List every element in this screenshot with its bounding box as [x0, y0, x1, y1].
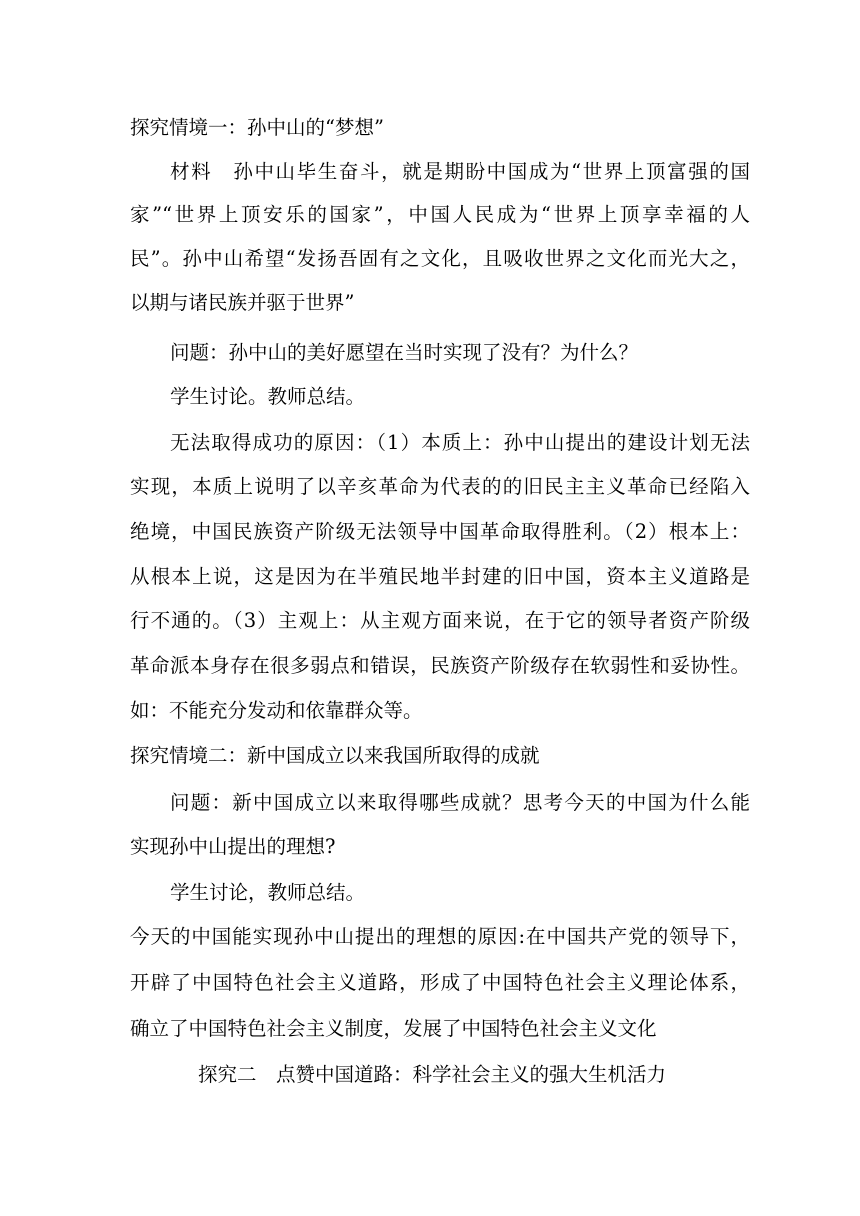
answer-paragraph-line-6: 革命派本身存在很多弱点和错误，民族资产阶级存在软弱性和妥协性。 [130, 654, 750, 677]
question-2-line-1: 问题：新中国成立以来取得哪些成就？思考今天的中国为什么能 [170, 791, 750, 814]
conclusion-line-2: 开辟了中国特色社会主义道路，形成了中国特色社会主义理论体系， [130, 971, 750, 994]
answer-paragraph-line-3: 绝境，中国民族资产阶级无法领导中国革命取得胜利。（2）根本上： [130, 520, 750, 543]
material-paragraph-line-1: 材料 孙中山毕生奋斗，就是期盼中国成为“世界上顶富强的国 [170, 160, 750, 183]
material-paragraph-line-3: 民”。孙中山希望“发扬吾固有之文化，且吸收世界之文化而光大之， [130, 247, 750, 270]
answer-paragraph-line-7: 如：不能充分发动和依靠群众等。 [130, 699, 423, 722]
section-heading-2: 探究情境二：新中国成立以来我国所取得的成就 [130, 744, 540, 767]
answer-paragraph-line-4: 从根本上说，这是因为在半殖民地半封建的旧中国，资本主义道路是 [130, 565, 750, 588]
conclusion-line-3: 确立了中国特色社会主义制度，发展了中国特色社会主义文化 [130, 1017, 657, 1040]
answer-paragraph-line-5: 行不通的。（3）主观上：从主观方面来说，在于它的领导者资产阶级 [130, 609, 750, 632]
section-heading-1: 探究情境一：孙中山的“梦想” [130, 116, 384, 139]
discussion-note-2: 学生讨论，教师总结。 [170, 881, 366, 904]
material-paragraph-line-4: 以期与诸民族并驱于世界” [130, 291, 355, 314]
discussion-note-1: 学生讨论。教师总结。 [170, 385, 366, 408]
answer-paragraph-line-1: 无法取得成功的原因：（1）本质上：孙中山提出的建设计划无法 [170, 431, 750, 454]
conclusion-line-1: 今天的中国能实现孙中山提出的理想的原因:在中国共产党的领导下， [130, 925, 750, 948]
question-2-line-2: 实现孙中山提出的理想? [130, 835, 336, 858]
question-1: 问题：孙中山的美好愿望在当时实现了没有？为什么？ [170, 341, 639, 364]
material-paragraph-line-2: 家”“世界上顶安乐的国家”，中国人民成为“世界上顶享幸福的人 [130, 203, 750, 226]
answer-paragraph-line-2: 实现，本质上说明了以辛亥革命为代表的的旧民主主义革命已经陷入 [130, 475, 750, 498]
section-title-inquiry-2: 探究二 点赞中国道路：科学社会主义的强大生机活力 [197, 1063, 666, 1086]
